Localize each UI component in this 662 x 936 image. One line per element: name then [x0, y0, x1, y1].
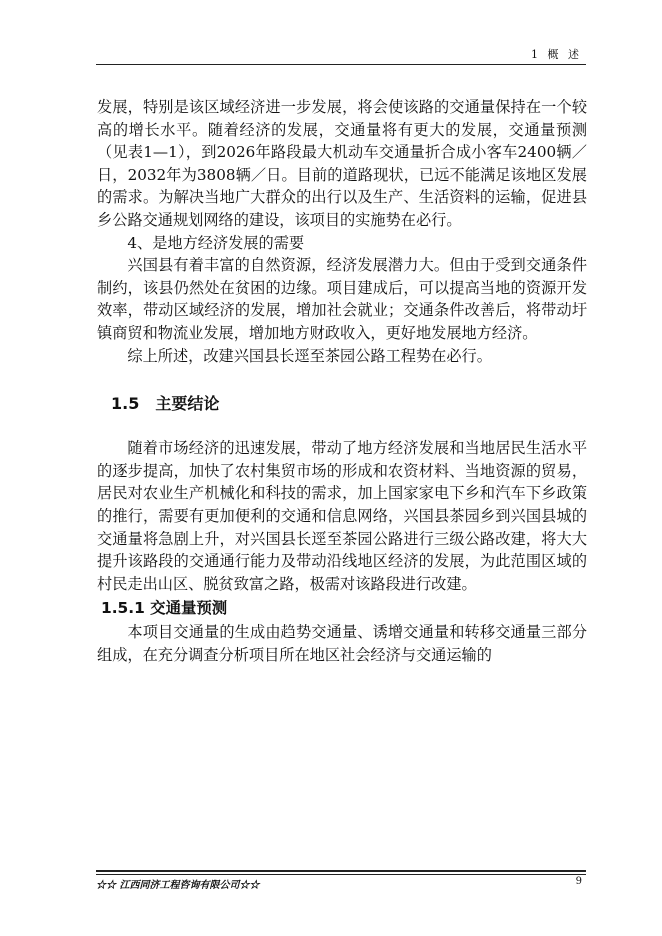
- body-paragraph: 发展，特别是该区域经济进一步发展，将会使该路的交通量保持在一个较高的增长水平。随着经济的发展，交通量将有更大的发展，交通量预测（见表1—1），到2026年路段最大机动车交通量折合成小客车2400辆／日，2032年为3808辆／日。目前的道路现状，已远不能满足该地区发展的需求。为解决当地广大群众的出行以及生产、生活资料的运输，促进县乡公路交通规划网络的建设，该项目的实施势在必行。: [97, 98, 587, 229]
- spacer: [97, 413, 587, 437]
- body-paragraph: 综上所述，改建兴国县长逕至茶园公路工程势在必行。: [127, 346, 492, 365]
- body-paragraph: 本项目交通量的生成由趋势交通量、诱增交通量和转移交通量三部分组成，在充分调查分析项目所在地区社会经济与交通运输的: [97, 623, 587, 664]
- page-footer: [96, 870, 586, 891]
- page-content: [97, 96, 587, 666]
- page-header: [96, 40, 586, 65]
- list-item-heading: 4、是地方经济发展的需要: [127, 233, 305, 252]
- subsection-heading: 1.5.1 交通量预测: [101, 599, 228, 618]
- page-number: 9: [575, 876, 582, 887]
- section-heading: 1.5 主要结论: [111, 394, 220, 414]
- company-name: ☆☆ 江西同济工程咨询有限公司☆☆: [96, 880, 260, 891]
- body-paragraph: 随着市场经济的迅速发展，带动了地方经济发展和当地居民生活水平的逐步提高，加快了农村集贸市场的形成和农资材料、当地资源的贸易，居民对农业生产机械化和科技的需求，加上国家家电下乡和汽车下乡政策的推行，需要有更加便利的交通和信息网络，兴国县茶园乡到兴国县城的交通量将急剧上升，对兴国县长逕至茶园公路进行三级公路改建，将大大提升该路段的交通通行能力及带动沿线地区经济的发展，为此范围区域的村民走出山区、脱贫致富之路，极需对该路段进行改建。: [97, 439, 587, 593]
- chapter-title: 1 概 述: [531, 48, 582, 61]
- body-paragraph: 兴国县有着丰富的自然资源，经济发展潜力大。但由于受到交通条件制约，该县仍然处在贫困的边缘。项目建成后，可以提高当地的资源开发效率，带动区域经济的发展，增加社会就业；交通条件改善后，将带动圩镇商贸和物流业发展，增加地方财政收入，更好地发展地方经济。: [97, 256, 587, 342]
